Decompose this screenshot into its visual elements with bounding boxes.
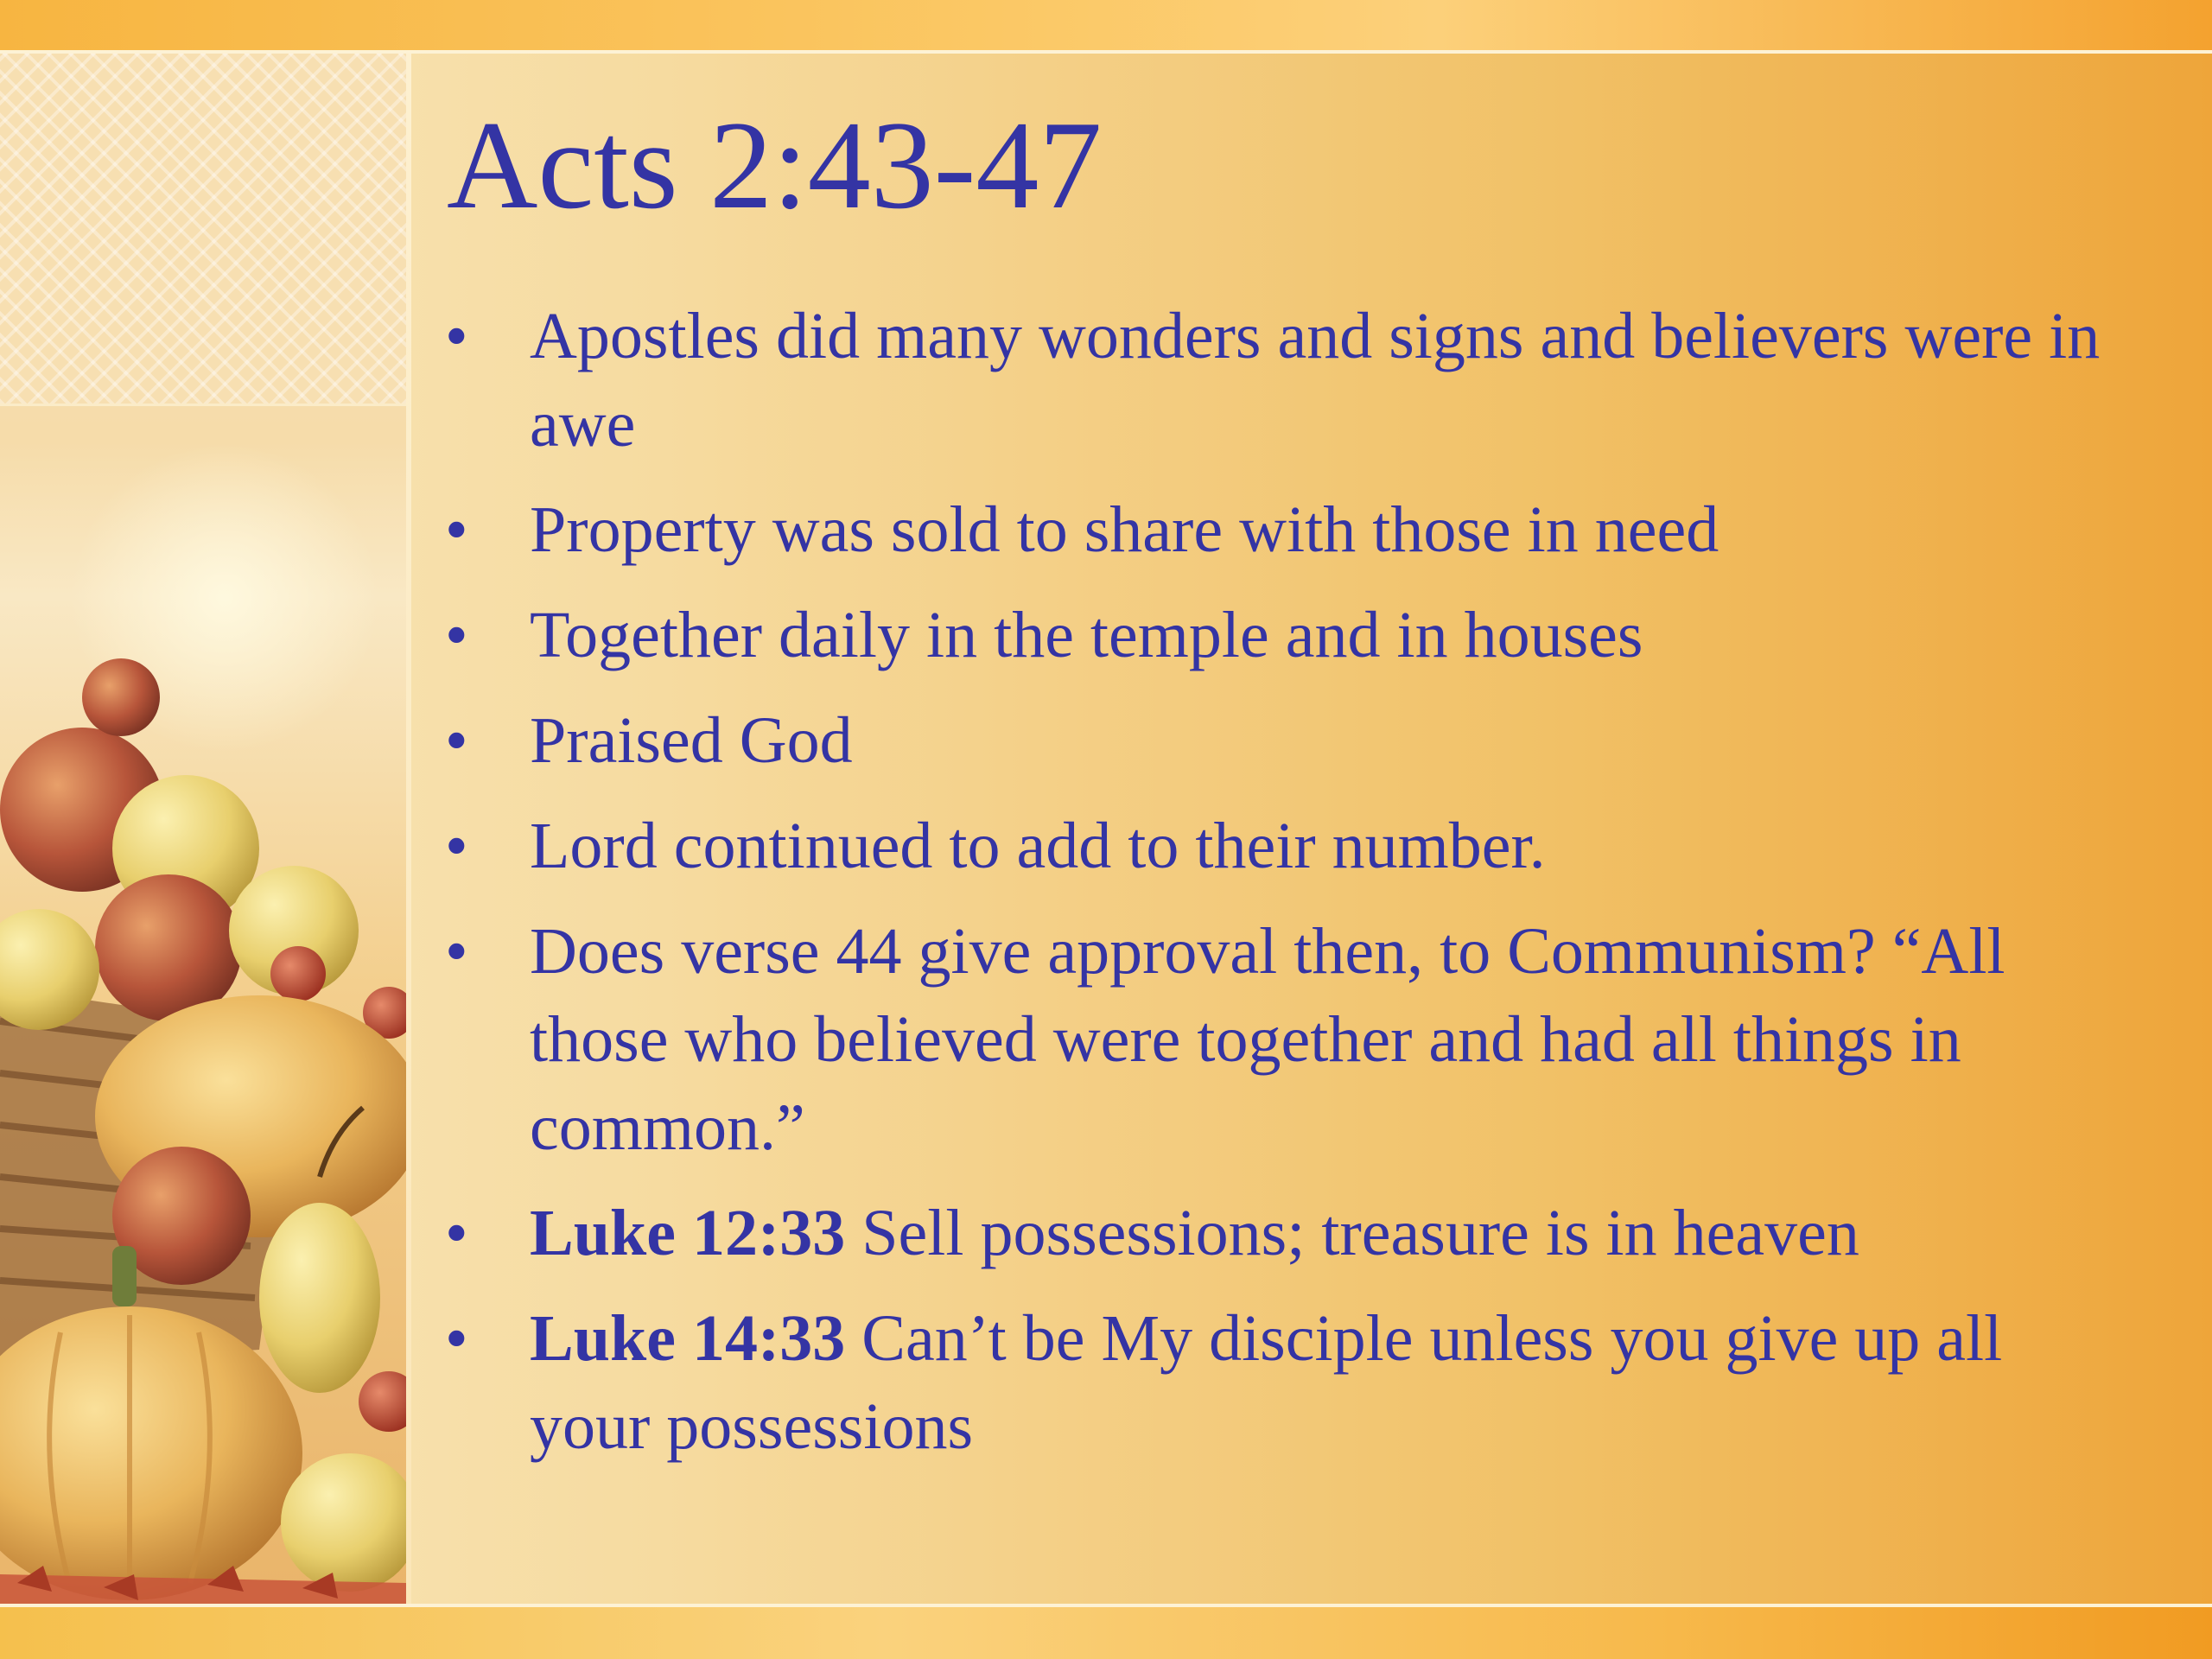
bullet-item: [436, 591, 2130, 679]
bullet-list: [436, 292, 2130, 1488]
bullet-text: Does verse 44 give approval then, to Communism? “All those who believed were together and had all things in common.”: [530, 915, 2005, 1164]
bullet-icon: •: [445, 1302, 468, 1375]
bullet-ref: Luke 14:33: [530, 1302, 846, 1375]
bullet-icon: •: [445, 493, 468, 566]
bullet-item: [436, 907, 2130, 1172]
bullet-text: Lord continued to add to their number.: [530, 810, 1546, 882]
bullet-item: [436, 696, 2130, 785]
bullet-item: [436, 1189, 2130, 1277]
bullet-item: [436, 802, 2130, 890]
bullet-item: [436, 486, 2130, 574]
bullet-icon: •: [445, 599, 468, 671]
bullet-text: Can’t be My disciple unless you give up all your possessions: [530, 1302, 2003, 1463]
bullet-text: Praised God: [530, 704, 853, 777]
bullet-ref: Luke 12:33: [530, 1197, 846, 1269]
bottom-band: [0, 1607, 2212, 1659]
bullet-text: Property was sold to share with those in need: [530, 493, 1719, 566]
panel-divider: [406, 54, 411, 1604]
bullet-icon: •: [445, 915, 468, 988]
bullet-icon: •: [445, 704, 468, 777]
bullet-item: [436, 1294, 2130, 1471]
fruit-pile-illustration: [0, 54, 406, 1604]
bullet-icon: •: [445, 1197, 468, 1269]
bullet-text: Apostles did many wonders and signs and believers were in awe: [530, 300, 2101, 461]
harvest-fruit-image: [0, 54, 406, 1604]
bullet-icon: •: [445, 300, 468, 372]
top-band: [0, 0, 2212, 50]
bullet-text: Sell possessions; treasure is in heaven: [845, 1197, 1859, 1269]
slide-title: Acts 2:43-47: [447, 95, 1103, 235]
bullet-item: [436, 292, 2130, 468]
bullet-text: Together daily in the temple and in houses: [530, 599, 1643, 671]
bullet-icon: •: [445, 810, 468, 882]
